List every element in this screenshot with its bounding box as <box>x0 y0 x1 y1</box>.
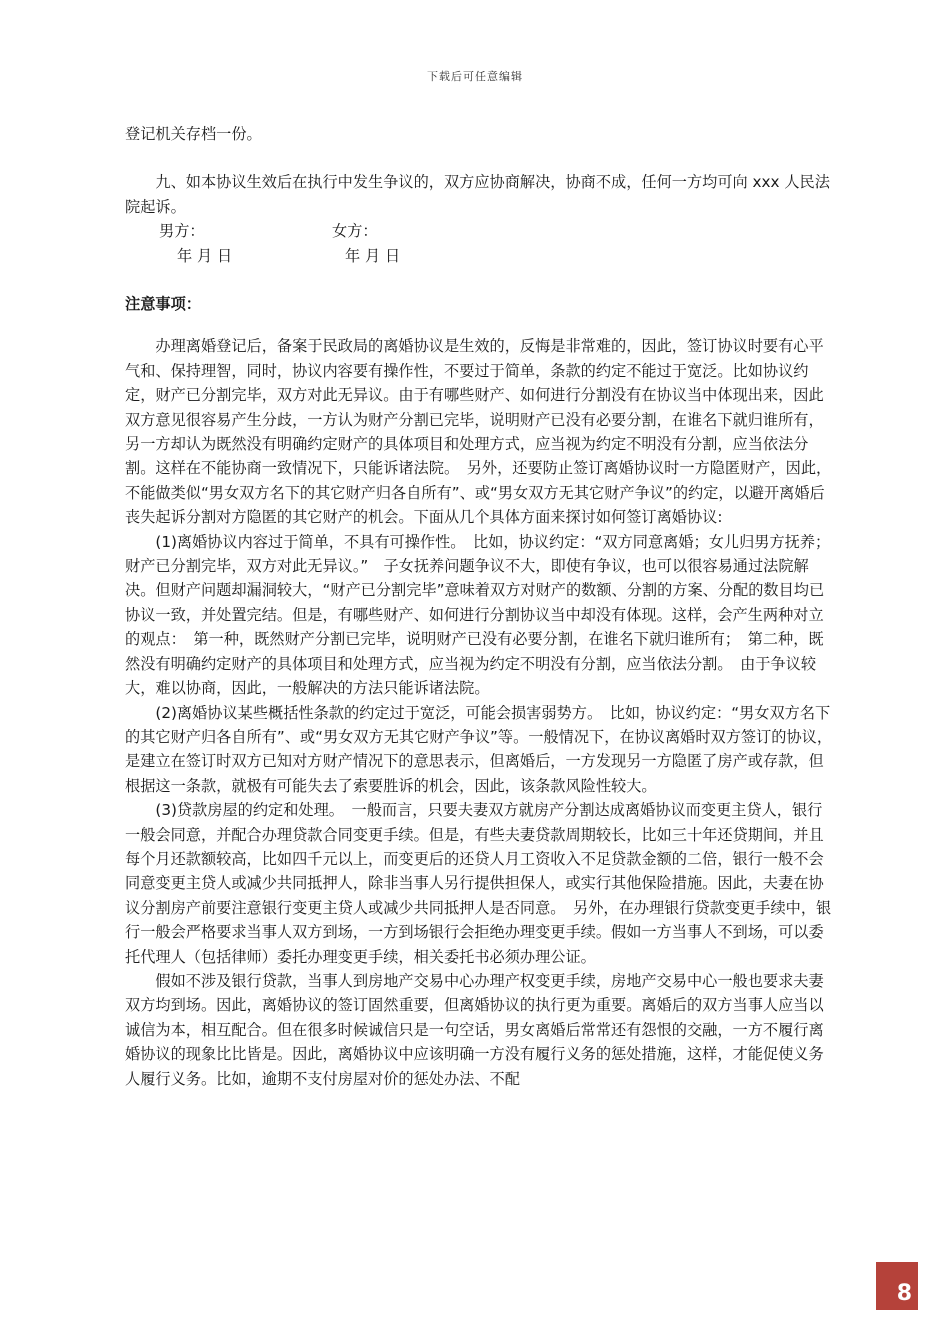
male-signature-label: 男方： <box>159 222 205 241</box>
paragraph-clause-nine: 九、如本协议生效后在执行中发生争议的，双方应协商解决，协商不成，任何一方均可向 xxx 人民法院起诉。 <box>125 173 830 216</box>
paragraph-archive: 登记机关存档一份。 <box>125 125 262 143</box>
notice-title: 注意事项： <box>125 295 201 313</box>
male-date-label: 年 月 日 <box>177 246 233 265</box>
female-date-label: 年 月 日 <box>345 246 401 265</box>
signature-row <box>125 219 837 243</box>
page-header: 下载后可任意编辑 <box>427 70 523 83</box>
document-body <box>125 122 837 1091</box>
page-number-badge: 8 <box>876 1262 918 1310</box>
notice-paragraph-2: (1)离婚协议内容过于简单，不具有可操作性。 比如，协议约定：“双方同意离婚；女儿归男方抚养；财产已分割完毕，双方对此无异议。” 子女抚养问题争议不大，即使有争议，也可以很容易通过法院解决。但财产问题却漏洞较大，“财产已分割完毕”意味着双方对财产的数额、分割的方案、分配的数目均已协议一致，并处置完结。但是，有哪些财产、如何进行分割协议当中却没有体现。这样，会产生两种对立的观点： 第一种，既然财产分割已完毕，说明财产已没有必要分割，在谁名下就归谁所有； 第二种，既然没有明确约定财产的具体项目和处理方式，应当视为约定不明没有分割，应当依法分割。 由于争议较大，难以协商，因此，一般解决的方法只能诉诸法院。 <box>125 532 831 698</box>
female-signature-label: 女方： <box>332 222 378 241</box>
notice-paragraph-3: (2)离婚协议某些概括性条款的约定过于宽泛，可能会损害弱势方。 比如，协议约定：“男女双方名下的其它财产归各自所有”、或“男女双方无其它财产争议”等。一般情况下，在协议离婚时双方签订的协议，是建立在签订时双方已知对方财产情况下的意思表示，但离婚后，一方发现另一方隐匿了房产或存款，但根据这一条款，就极有可能失去了索要胜诉的机会，因此，该条款风险性较大。 <box>125 703 833 795</box>
notice-paragraph-4: (3)贷款房屋的约定和处理。 一般而言，只要夫妻双方就房产分割达成离婚协议而变更主贷人，银行一般会同意，并配合办理贷款合同变更手续。但是，有些夫妻贷款周期较长，比如三十年还贷期间，并且每个月还款额较高，比如四千元以上，而变更后的还贷人月工资收入不足贷款金额的二倍，银行一般不会同意变更主贷人或减少共同抵押人，除非当事人另行提供担保人，或实行其他保险措施。因此，夫妻在协议分割房产前要注意银行变更主贷人或减少共同抵押人是否同意。 另外，在办理银行贷款变更手续中，银行一般会严格要求当事人双方到场，一方到场银行会拒绝办理变更手续。假如一方当事人不到场，可以委托代理人（包括律师）委托办理变更手续，相关委托书必须办理公证。 <box>125 801 832 966</box>
date-row <box>125 244 837 268</box>
notice-paragraph-1: 办理离婚登记后，备案于民政局的离婚协议是生效的，反悔是非常难的，因此，签订协议时要有心平气和、保持理智，同时，协议内容要有操作性，不要过于简单，条款的约定不能过于宽泛。比如协议约定，财产已分割完毕，双方对此无异议。由于有哪些财产、如何进行分割没有在协议当中体现出来，因此双方意见很容易产生分歧，一方认为财产分割已完毕，说明财产已没有必要分割，在谁名下就归谁所有，另一方却认为既然没有明确约定财产的具体项目和处理方式，应当视为约定不明没有分割，应当依法分割。这样在不能协商一致情况下，只能诉诸法院。 另外，还要防止签订离婚协议时一方隐匿财产，因此，不能做类似“男女双方名下的其它财产归各自所有”、或“男女双方无其它财产争议”的约定，以避开离婚后丧失起诉分割对方隐匿的其它财产的机会。下面从几个具体方面来探讨如何签订离婚协议: <box>125 337 832 527</box>
notice-paragraph-5: 假如不涉及银行贷款，当事人到房地产交易中心办理产权变更手续，房地产交易中心一般也要求夫妻双方均到场。因此，离婚协议的签订固然重要，但离婚协议的执行更为重要。离婚后的双方当事人应当以诚信为本，相互配合。但在很多时候诚信只是一句空话，男女离婚后常常还有怨恨的交融，一方不履行离婚协议的现象比比皆是。因此，离婚协议中应该明确一方没有履行义务的惩处措施，这样，才能促使义务人履行义务。比如，逾期不支付房屋对价的惩处办法、不配 <box>125 971 824 1088</box>
